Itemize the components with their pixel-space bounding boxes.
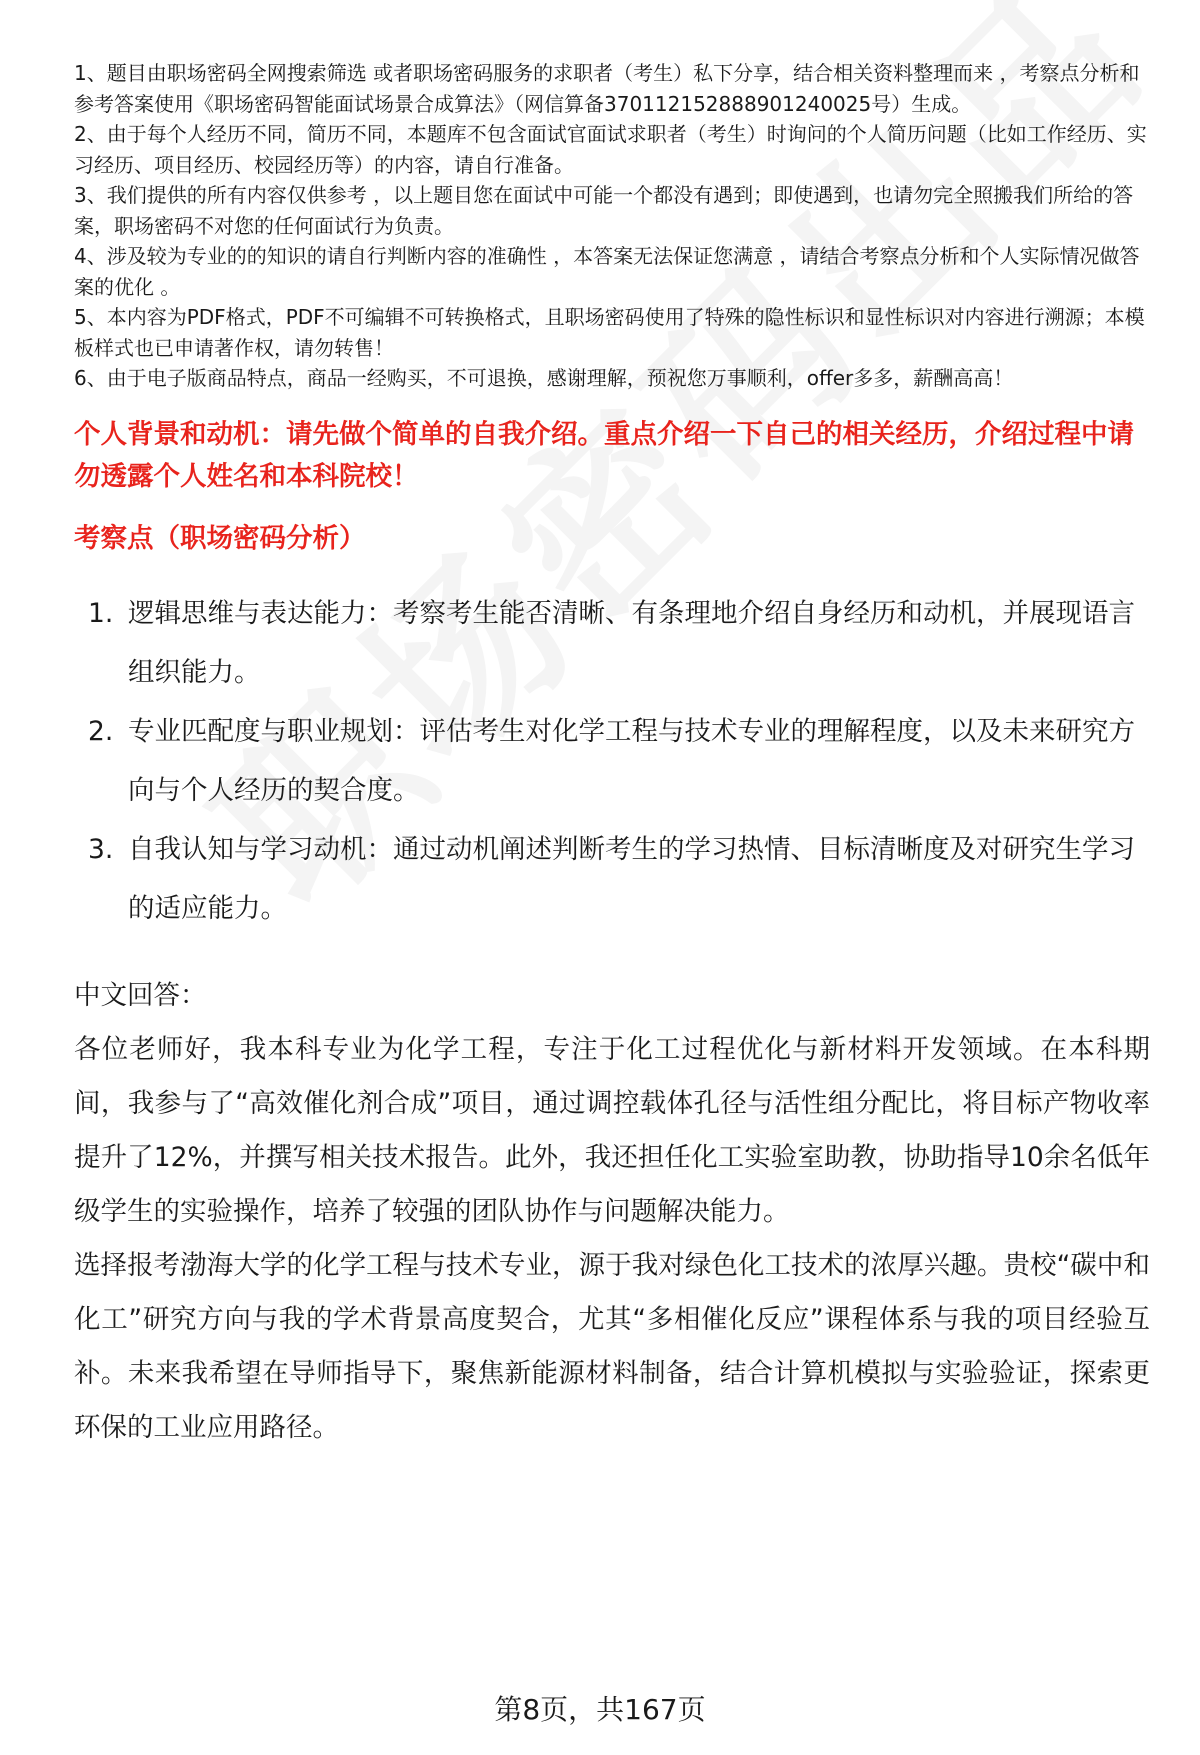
answer-paragraph: 选择报考渤海大学的化学工程与技术专业，源于我对绿色化工技术的浓厚兴趣。贵校“碳中和化工”研究方向与我的学术背景高度契合，尤其“多相催化反应”课程体系与我的项目经验互补。未来我希望在导师指导下，聚焦新能源材料制备，结合计算机模拟与实验验证，探索更环保的工业应用路径。 bbox=[74, 1249, 1150, 1443]
answer-label: 中文回答： bbox=[74, 979, 207, 1011]
point-text: 自我认知与学习动机：通过动机阐述判断考生的学习热情、目标清晰度及对研究生学习的适应能力。 bbox=[128, 833, 1135, 924]
assessment-point bbox=[74, 702, 1150, 820]
assessment-point bbox=[74, 820, 1150, 938]
assessment-point bbox=[74, 584, 1150, 702]
disclaimer-item: 1、题目由职场密码全网搜索筛选 或者职场密码服务的求职者（考生）私下分享，结合相关资料整理而来 ，考察点分析和参考答案使用《职场密码智能面试场景合成算法》（网信算备370112152888901240025号）生成。 bbox=[74, 61, 1140, 116]
section-title: 考察点（职场密码分析） bbox=[74, 522, 366, 554]
point-number: 1. bbox=[88, 597, 114, 629]
page-number: 第8页，共167页 bbox=[494, 1693, 706, 1726]
disclaimer-item: 4、涉及较为专业的的知识的请自行判断内容的准确性 ，本答案无法保证您满意 ，请结合考察点分析和个人实际情况做答案的优化 。 bbox=[74, 244, 1140, 299]
disclaimer-item: 5、本内容为PDF格式，PDF不可编辑不可转换格式，且职场密码使用了特殊的隐性标识和显性标识对内容进行溯源；本模板样式也已申请著作权，请勿转售！ bbox=[74, 305, 1145, 360]
interview-question: 个人背景和动机：请先做个简单的自我介绍。重点介绍一下自己的相关经历，介绍过程中请勿透露个人姓名和本科院校！ bbox=[74, 418, 1134, 492]
disclaimer-item: 2、由于每个人经历不同，简历不同，本题库不包含面试官面试求职者（考生）时询问的个人简历问题（比如工作经历、实习经历、项目经历、校园经历等）的内容，请自行准备。 bbox=[74, 122, 1147, 177]
assessment-points bbox=[74, 584, 1150, 938]
point-text: 逻辑思维与表达能力：考察考生能否清晰、有条理地介绍自身经历和动机，并展现语言组织能力。 bbox=[128, 597, 1135, 688]
disclaimer-list bbox=[74, 58, 1150, 394]
point-number: 3. bbox=[88, 833, 114, 865]
document-page bbox=[74, 58, 1150, 1455]
point-number: 2. bbox=[88, 715, 114, 747]
disclaimer-item: 6、由于电子版商品特点，商品一经购买，不可退换，感谢理解，预祝您万事顺利，offer多多，薪酬高高！ bbox=[74, 366, 1014, 390]
answer-paragraph: 各位老师好，我本科专业为化学工程，专注于化工过程优化与新材料开发领域。在本科期间，我参与了“高效催化剂合成”项目，通过调控载体孔径与活性组分配比，将目标产物收率提升了12%，并撰写相关技术报告。此外，我还担任化工实验室助教，协助指导10余名低年级学生的实验操作，培养了较强的团队协作与问题解决能力。 bbox=[74, 1033, 1150, 1227]
disclaimer-item: 3、我们提供的所有内容仅供参考 ，以上题目您在面试中可能一个都没有遇到；即使遇到，也请勿完全照搬我们所给的答案，职场密码不对您的任何面试行为负责。 bbox=[74, 183, 1134, 238]
point-text: 专业匹配度与职业规划：评估考生对化学工程与技术专业的理解程度，以及未来研究方向与个人经历的契合度。 bbox=[128, 715, 1135, 806]
